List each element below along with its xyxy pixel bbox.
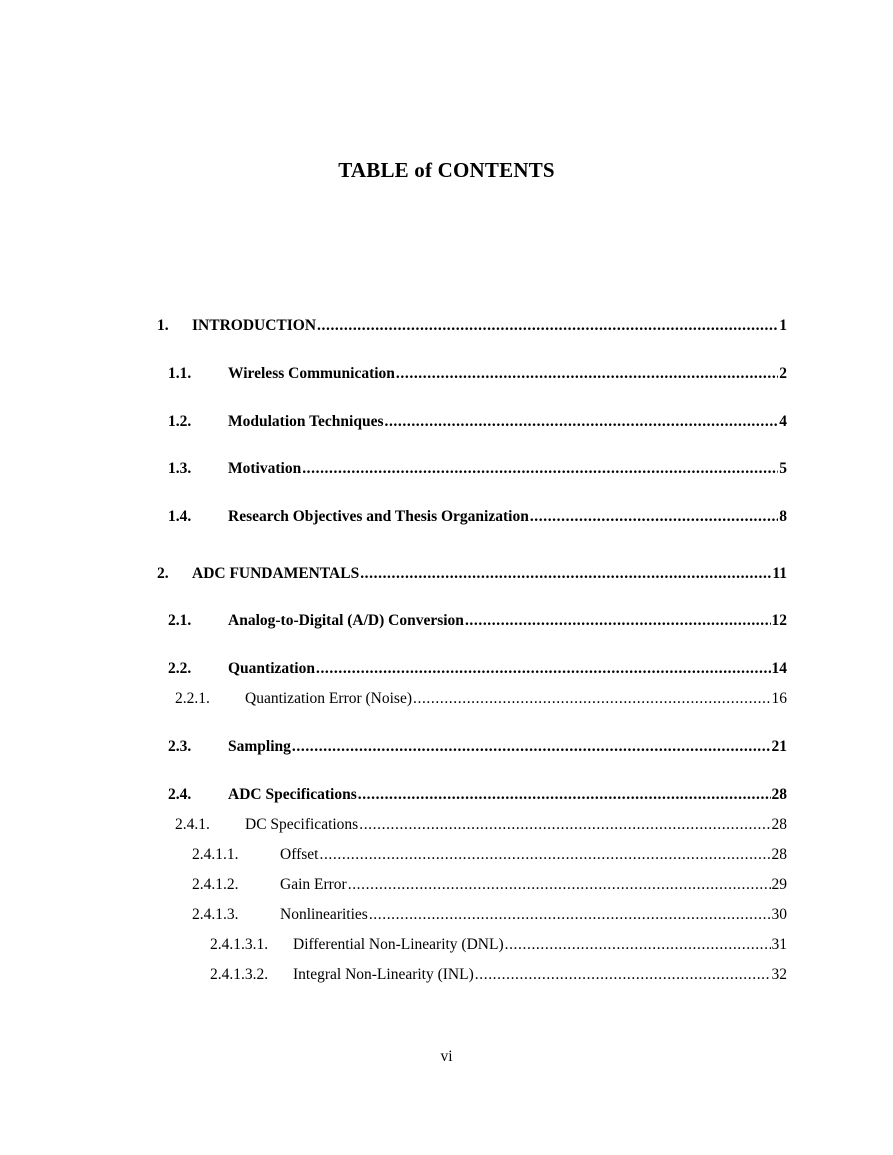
toc-entry-title: ADC Specifications (228, 786, 357, 803)
dot-leader (396, 363, 778, 385)
toc-entry-page: 2 (779, 365, 787, 382)
toc-entry-title: Offset (280, 846, 319, 863)
toc-entry-number: 1. (157, 317, 169, 334)
toc-entry-number: 2.4. (168, 786, 192, 803)
toc-entry-page: 29 (771, 876, 787, 893)
page-title: TABLE of CONTENTS (338, 158, 555, 182)
dot-leader (292, 736, 771, 758)
toc-entry-number: 2.4.1.2. (192, 876, 239, 893)
toc-entry-page: 8 (779, 508, 787, 525)
page-number: vi (440, 1048, 453, 1065)
dot-leader (319, 844, 770, 866)
toc-entry-page: 28 (771, 846, 787, 863)
toc-entry-sampling[interactable] (168, 736, 787, 758)
toc-entry-nonlinearities[interactable] (192, 904, 787, 926)
toc-entry-page: 28 (771, 816, 787, 833)
toc-entry-page: 11 (772, 565, 787, 582)
toc-entry-gain-error[interactable] (192, 874, 787, 896)
toc-entry-page: 31 (771, 936, 787, 953)
toc-entry-title: Research Objectives and Thesis Organization (228, 508, 529, 525)
toc-entry-page: 28 (771, 786, 787, 803)
toc-entry-page: 12 (771, 612, 787, 629)
toc-entry-number: 1.4. (168, 508, 192, 525)
toc-entry-title: Integral Non-Linearity (INL) (293, 966, 474, 983)
toc-entry-dc-specifications[interactable] (175, 814, 787, 836)
toc-entry-number: 1.3. (168, 460, 192, 477)
toc-entry-offset[interactable] (192, 844, 787, 866)
dot-leader (505, 934, 771, 956)
toc-entry-title: Differential Non-Linearity (DNL) (293, 936, 504, 953)
toc-entry-number: 1.1. (168, 365, 192, 382)
toc-entry-title: Quantization Error (Noise) (245, 690, 412, 707)
toc-entry-number: 2.4.1.3.2. (210, 966, 269, 983)
toc-entry-title: ADC FUNDAMENTALS (192, 565, 360, 582)
toc-entry-number: 2.4.1.3.1. (210, 936, 269, 953)
dot-leader (413, 688, 771, 710)
toc-entry-page: 30 (771, 906, 787, 923)
toc-entry-page: 4 (779, 413, 787, 430)
toc-entry-research-objectives[interactable] (168, 506, 787, 528)
toc-entry-page: 1 (779, 317, 787, 334)
toc-entry-quantization[interactable] (168, 658, 787, 680)
dot-leader (316, 658, 771, 680)
toc-entry-adc-fundamentals[interactable] (157, 563, 787, 585)
toc-entry-number: 2.2.1. (175, 690, 210, 707)
dot-leader (465, 610, 771, 632)
dot-leader (530, 506, 778, 528)
dot-leader (348, 874, 771, 896)
toc-entry-number: 2.2. (168, 660, 192, 677)
toc-entry-page: 21 (771, 738, 787, 755)
toc-entry-title: INTRODUCTION (192, 317, 317, 334)
toc-entry-page: 32 (771, 966, 787, 983)
toc-entry-title: Gain Error (280, 876, 347, 893)
toc-entry-title: Modulation Techniques (228, 413, 384, 430)
toc-entry-analog-to-digital[interactable] (168, 610, 787, 632)
toc-entry-title: Sampling (228, 738, 291, 755)
toc-entry-number: 2. (157, 565, 169, 582)
toc-entry-page: 5 (779, 460, 787, 477)
dot-leader (369, 904, 771, 926)
dot-leader (317, 315, 778, 337)
toc-entry-quantization-error[interactable] (175, 688, 787, 710)
toc-entry-number: 2.4.1. (175, 816, 210, 833)
dot-leader (360, 563, 771, 585)
toc-entry-title: Analog-to-Digital (A/D) Conversion (228, 612, 464, 629)
toc-entry-title: Wireless Communication (228, 365, 395, 382)
toc-entry-inl[interactable] (210, 964, 787, 986)
toc-entry-number: 2.4.1.1. (192, 846, 239, 863)
toc-entry-number: 2.4.1.3. (192, 906, 239, 923)
toc-entry-introduction[interactable] (157, 315, 787, 337)
toc-entry-modulation-techniques[interactable] (168, 411, 787, 433)
toc-entry-page: 14 (771, 660, 787, 677)
toc-entry-adc-specifications[interactable] (168, 784, 787, 806)
toc-entry-number: 1.2. (168, 413, 192, 430)
toc-entry-motivation[interactable] (168, 458, 787, 480)
dot-leader (358, 784, 771, 806)
toc-entry-title: Motivation (228, 460, 302, 477)
dot-leader (359, 814, 770, 836)
toc-entry-number: 2.3. (168, 738, 192, 755)
toc-entry-title: Nonlinearities (280, 906, 368, 923)
toc-entry-number: 2.1. (168, 612, 192, 629)
dot-leader (384, 411, 778, 433)
dot-leader (302, 458, 778, 480)
toc-entry-dnl[interactable] (210, 934, 787, 956)
toc-entry-page: 16 (771, 690, 787, 707)
toc-entry-title: DC Specifications (245, 816, 359, 833)
toc-entry-title: Quantization (228, 660, 315, 677)
toc-entry-wireless-communication[interactable] (168, 363, 787, 385)
dot-leader (475, 964, 771, 986)
